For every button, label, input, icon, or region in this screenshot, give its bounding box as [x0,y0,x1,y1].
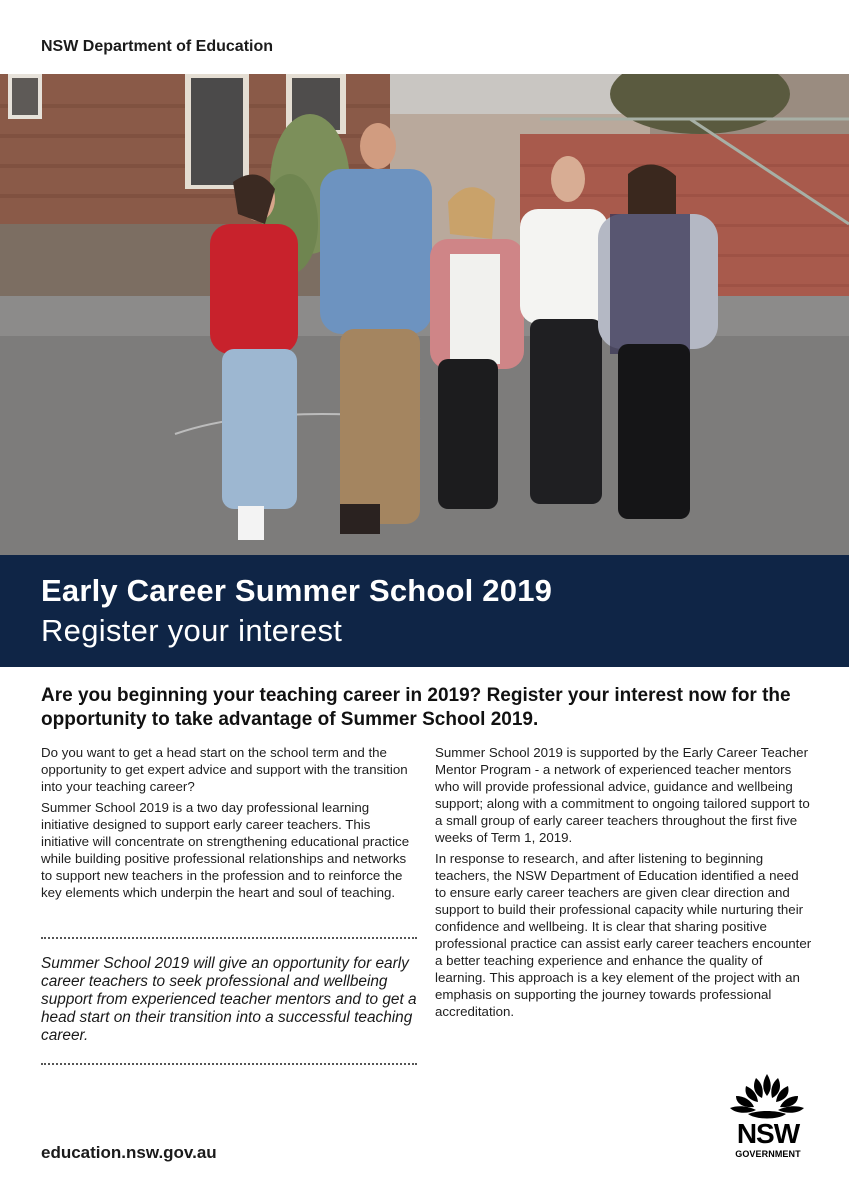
right-paragraph: Summer School 2019 is supported by the Early Career Teacher Mentor Program - a network of experienced teacher mentors who will provide professional advice, guidance and wellbeing support; along with a commitment to ongoing tailored support to a small group of early career teachers throughout the first five weeks of Term 1, 2019. [435,745,810,845]
banner-subtitle: Register your interest [41,613,343,648]
title-banner [0,555,849,667]
department-name: NSW Department of Education [41,38,274,55]
left-paragraph: Summer School 2019 is a two day professional learning initiative designed to support early career teachers. This initiative will concentrate on strengthening educational practice while building positive professional relationships and networks to support new teachers in the profession and to reinforce the key elements which underpin the heart and soul of teaching. [41,800,410,900]
left-column [41,744,419,905]
waratah-icon [722,1070,812,1122]
hero-photo [0,74,849,555]
lead-statement: Are you beginning your teaching career in 2019? Register your interest now for the opportunity to take advantage of Summer School 2019. [41,685,791,730]
right-column [435,744,813,1024]
dotted-divider [41,937,417,939]
dotted-divider [41,1063,417,1065]
pull-quote: Summer School 2019 will give an opportunity for early career teachers to seek professional and wellbeing support from experienced teacher mentors and to get a head start on their transition into a successful teaching career. [41,955,417,1044]
nsw-wordmark: NSW [736,1118,800,1149]
government-label: GOVERNMENT [735,1149,801,1159]
left-paragraph: Do you want to get a head start on the school term and the opportunity to get expert advice and support with the transition into your teaching career? [41,745,408,794]
right-paragraph: In response to research, and after listening to beginning teachers, the NSW Department of Education identified a need to ensure early career teachers are given clear direction and support to build their professional capacity while nurturing their confidence and wellbeing. It is clear that sharing positive professional practice can assist early career teachers encounter a better teaching experience and enhance the quality of learning. This approach is a key element of the project with an emphasis on supporting the journey towards professional accreditation. [435,851,812,1019]
website-link[interactable]: education.nsw.gov.au [41,1143,217,1162]
banner-title: Early Career Summer School 2019 [41,573,553,608]
